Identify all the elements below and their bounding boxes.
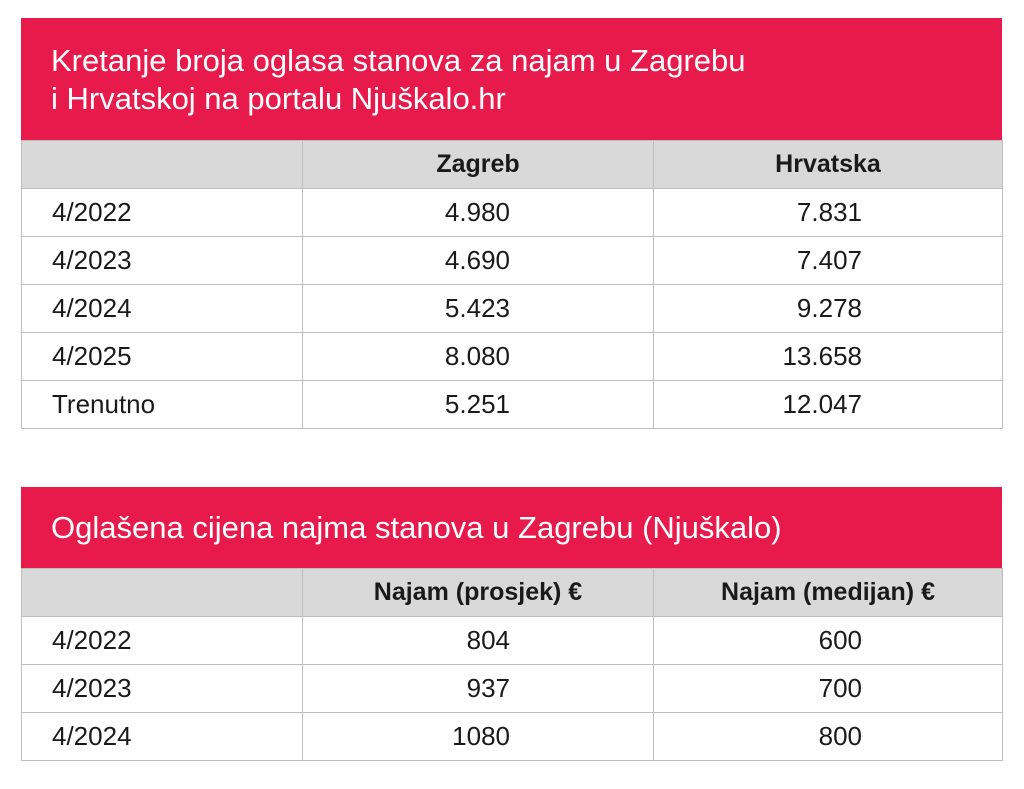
table-row [22,237,1003,285]
table-row [22,381,1003,429]
table-row [22,285,1003,333]
hrvatska-cell: 9.278 [654,285,1003,333]
table-row [22,713,1003,761]
average-rent-cell: 1080 [303,713,654,761]
zagreb-cell: 4.690 [303,237,654,285]
median-rent-cell: 600 [654,617,1003,665]
period-cell: 4/2025 [22,333,303,381]
period-cell: 4/2023 [22,665,303,713]
zagreb-cell: 5.251 [303,381,654,429]
table-header-row [22,141,1003,189]
average-rent-cell: 804 [303,617,654,665]
average-rent-cell: 937 [303,665,654,713]
median-rent-cell: 800 [654,713,1003,761]
table-row [22,617,1003,665]
period-cell: 4/2023 [22,237,303,285]
rent-price-table [21,568,1003,761]
rent-price-table-title [21,487,1002,568]
rent-price-table-block [21,487,1002,761]
listings-table [21,140,1003,429]
table-row [22,189,1003,237]
listings-table-title [21,18,1002,140]
hrvatska-cell: 12.047 [654,381,1003,429]
period-cell: 4/2022 [22,189,303,237]
hrvatska-cell: 7.831 [654,189,1003,237]
hrvatska-cell: 7.407 [654,237,1003,285]
rent-price-title-line: Oglašena cijena najma stanova u Zagrebu (Njuškalo) [51,510,782,545]
listings-title-line-1: Kretanje broja oglasa stanova za najam u Zagrebu [51,43,746,78]
header-cell-empty [22,569,303,617]
period-cell: 4/2024 [22,713,303,761]
listings-title-line-2: i Hrvatskoj na portalu Njuškalo.hr [51,81,506,116]
hrvatska-cell: 13.658 [654,333,1003,381]
table-row [22,333,1003,381]
table-header-row [22,569,1003,617]
listings-table-block [21,18,1002,429]
zagreb-cell: 8.080 [303,333,654,381]
header-cell-average: Najam (prosjek) € [303,569,654,617]
zagreb-cell: 5.423 [303,285,654,333]
period-cell: 4/2024 [22,285,303,333]
header-cell-zagreb: Zagreb [303,141,654,189]
header-cell-hrvatska: Hrvatska [654,141,1003,189]
period-cell: 4/2022 [22,617,303,665]
header-cell-median: Najam (medijan) € [654,569,1003,617]
median-rent-cell: 700 [654,665,1003,713]
header-cell-empty [22,141,303,189]
zagreb-cell: 4.980 [303,189,654,237]
table-row [22,665,1003,713]
period-cell: Trenutno [22,381,303,429]
